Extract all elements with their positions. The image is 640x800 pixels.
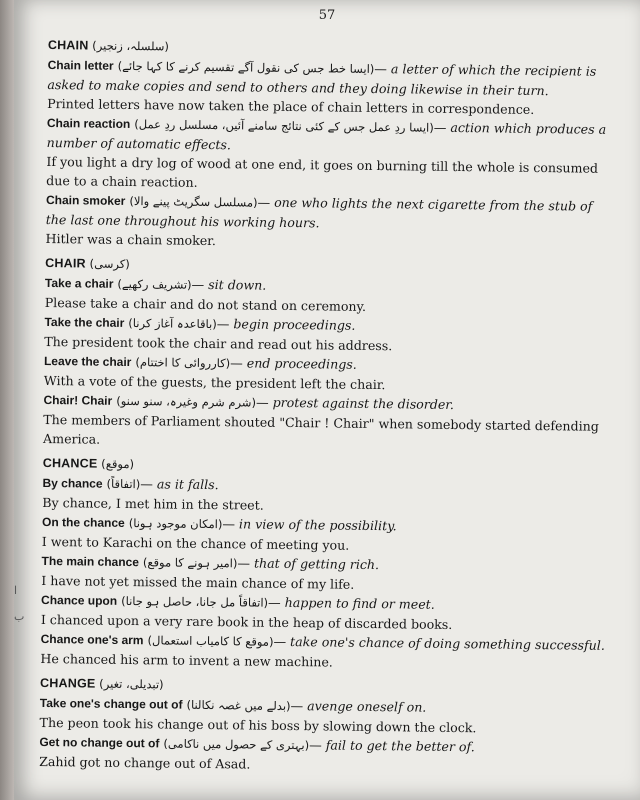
- urdu-translation: (کارروائی کا اختتام): [135, 355, 231, 371]
- idiom-phrase: Chain smoker: [45, 192, 126, 208]
- urdu-translation: (امکان موجود ہونا): [128, 516, 223, 532]
- urdu-translation: (بہتری کے حصول میں ناکامی): [163, 736, 310, 753]
- meaning-text: as it falls.: [156, 476, 219, 493]
- example-sentence: I chanced upon a very rare book in the heap of discarded books.: [40, 611, 453, 632]
- meaning-text: protest against the disorder.: [272, 394, 455, 412]
- urdu-translation: (تشریف رکھیے): [117, 276, 192, 292]
- example-sentence: By chance, I met him in the street.: [42, 494, 264, 513]
- meaning-text: a letter of which the recipient is asked to make copies and send to others and they doing likewise in their turn.: [47, 61, 597, 99]
- idiom-phrase: Take the chair: [44, 314, 125, 330]
- urdu-translation: (اتفاقاً): [106, 476, 141, 492]
- meaning-text: in view of the possibility.: [238, 516, 397, 534]
- meaning-text: sit down.: [208, 276, 267, 293]
- margin-mark: ب: [14, 610, 25, 623]
- definition-line: Chain letter (ایسا خط جس کی نقول آگے تقسیم کرنے کا کہا جائے)— a letter of which the recipient is asked to make copies and send to others and they doing likewise in their turn.: [47, 57, 597, 99]
- definition-line: Chair! Chair (شرم شرم وغیرہ، سنو سنو)— protest against the disorder.: [43, 392, 455, 412]
- definition-line: On the chance (امکان موجود ہونا)— in view of the possibility.: [41, 514, 397, 534]
- urdu-translation: (مسلسل سگریٹ پینے والا): [129, 194, 258, 210]
- example-sentence: Hitler was a chain smoker.: [45, 230, 216, 249]
- heading-word: CHANGE: [40, 675, 96, 691]
- urdu-translation: (باقاعدہ آغاز کرنا): [128, 316, 217, 332]
- definition-line: Chain smoker (مسلسل سگریٹ پینے والا)— one who lights the next cigarette from the stub of the last one throughout his working hours.: [45, 192, 593, 231]
- meaning-text: that of getting rich.: [253, 555, 380, 573]
- book-page: [14, 0, 640, 800]
- meaning-text: avenge oneself on.: [307, 698, 427, 715]
- meaning-text: begin proceedings.: [233, 316, 356, 333]
- definition-line: Take the chair (باقاعدہ آغاز کرنا)— begin proceedings.: [44, 314, 356, 333]
- definition-line: Leave the chair (کارروائی کا اختتام)— end proceedings.: [43, 353, 357, 372]
- example-sentence: The president took the chair and read out his address.: [44, 333, 393, 354]
- heading-urdu: (تبدیلی، تغیر): [99, 676, 164, 692]
- idiom-phrase: The main chance: [41, 553, 140, 570]
- idiom-phrase: Leave the chair: [43, 353, 132, 370]
- dictionary-entry: [46, 113, 617, 197]
- definition-line: The main chance (امیر ہونے کا موقع)— that of getting rich.: [41, 553, 380, 573]
- idiom-phrase: Take one's change out of: [39, 695, 183, 712]
- example-sentence: With a vote of the guests, the president left the chair.: [43, 372, 386, 393]
- example-sentence: I went to Karachi on the chance of meeting you.: [41, 533, 350, 553]
- meaning-text: end proceedings.: [246, 355, 357, 372]
- urdu-translation: (موقع کا کامیاب استعمال): [147, 633, 274, 649]
- urdu-translation: (شرم شرم وغیرہ، سنو سنو): [116, 393, 257, 410]
- example-sentence: I have not yet missed the main chance of my life.: [41, 572, 355, 592]
- definition-line: Get no change out of (بہتری کے حصول میں ناکامی)— fail to get the better of.: [39, 734, 475, 755]
- dictionary-entry: [43, 390, 614, 455]
- section-chair: [43, 254, 615, 455]
- dictionary-content: [39, 36, 618, 778]
- definition-line: Chain reaction (ایسا ردِ عمل جس کے کئی نتائج سامنے آئیں، مسلسل ردِ عمل)— action which produces a number of automatic effects.: [46, 115, 607, 153]
- meaning-text: one who lights the next cigarette from the stub of the last one throughout his working hours.: [45, 194, 593, 231]
- meaning-text: fail to get the better of.: [325, 737, 475, 755]
- idiom-phrase: By chance: [42, 475, 103, 491]
- heading-word: CHANCE: [42, 455, 98, 471]
- definition-line: Chance upon (اتفاقاً مل جانا، حاصل ہو جانا)— happen to find or meet.: [41, 592, 435, 612]
- heading-urdu: (موقع): [101, 456, 135, 472]
- heading-urdu: (کرسی): [89, 256, 131, 272]
- idiom-phrase: Chain letter: [47, 57, 114, 73]
- heading-word: CHAIR: [45, 255, 86, 271]
- urdu-translation: (اتفاقاً مل جانا، حاصل ہو جانا): [121, 593, 269, 610]
- heading-urdu: (سلسلہ، زنجیر): [92, 38, 170, 54]
- dictionary-entry: [47, 55, 618, 120]
- definition-line: Take one's change out of (بدلے میں غصہ نکالنا)— avenge oneself on.: [39, 695, 427, 715]
- book-spine-shadow: [0, 0, 14, 800]
- meaning-text: take one's chance of doing something successful.: [290, 634, 605, 653]
- urdu-translation: (بدلے میں غصہ نکالنا): [186, 697, 291, 714]
- example-sentence: If you light a dry log of wood at one end, it goes on burning till the whole is consumed due to a chain reaction.: [46, 153, 599, 190]
- idiom-phrase: Chance upon: [41, 592, 118, 608]
- urdu-translation: (امیر ہونے کا موقع): [142, 555, 238, 571]
- idiom-phrase: Get no change out of: [39, 734, 160, 751]
- heading-word: CHAIN: [47, 37, 89, 53]
- idiom-phrase: On the chance: [41, 514, 125, 530]
- section-chain: [45, 36, 618, 255]
- idiom-phrase: Chance one's arm: [40, 631, 144, 648]
- idiom-phrase: Take a chair: [44, 275, 114, 291]
- page-number: 57: [318, 8, 336, 23]
- idiom-phrase: Chain reaction: [46, 115, 131, 132]
- definition-line: Take a chair (تشریف رکھیے)— sit down.: [44, 275, 267, 293]
- meaning-text: happen to find or meet.: [284, 594, 435, 612]
- section-change: [39, 674, 610, 778]
- urdu-translation: (ایسا خط جس کی نقول آگے تقسیم کرنے کا کہا جائے): [117, 58, 375, 76]
- idiom-phrase: Chair! Chair: [43, 392, 113, 408]
- margin-mark: ا: [14, 584, 18, 597]
- example-sentence: The peon took his change out of his boss by slowing down the clock.: [39, 714, 477, 736]
- example-sentence: Please take a chair and do not stand on ceremony.: [44, 294, 367, 314]
- definition-line: Chance one's arm (موقع کا کامیاب استعمال)— take one's chance of doing something successful.: [40, 631, 605, 653]
- example-sentence: The members of Parliament shouted "Chair ! Chair" when somebody started defending America.: [42, 411, 599, 447]
- dictionary-entry: [39, 732, 609, 778]
- meaning-text: action which produces a number of automatic effects.: [46, 119, 607, 153]
- example-sentence: Zahid got no change out of Asad.: [39, 753, 251, 772]
- dictionary-entry: [40, 629, 610, 675]
- example-sentence: He chanced his arm to invent a new machine.: [40, 650, 333, 670]
- section-chance: [40, 454, 613, 675]
- dictionary-entry: [45, 190, 616, 255]
- example-sentence: Printed letters have now taken the place of chain letters in correspondence.: [47, 95, 535, 117]
- definition-line: By chance (اتفاقاً)— as it falls.: [42, 475, 219, 493]
- urdu-translation: (ایسا ردِ عمل جس کے کئی نتائج سامنے آئیں، مسلسل ردِ عمل): [134, 117, 434, 135]
